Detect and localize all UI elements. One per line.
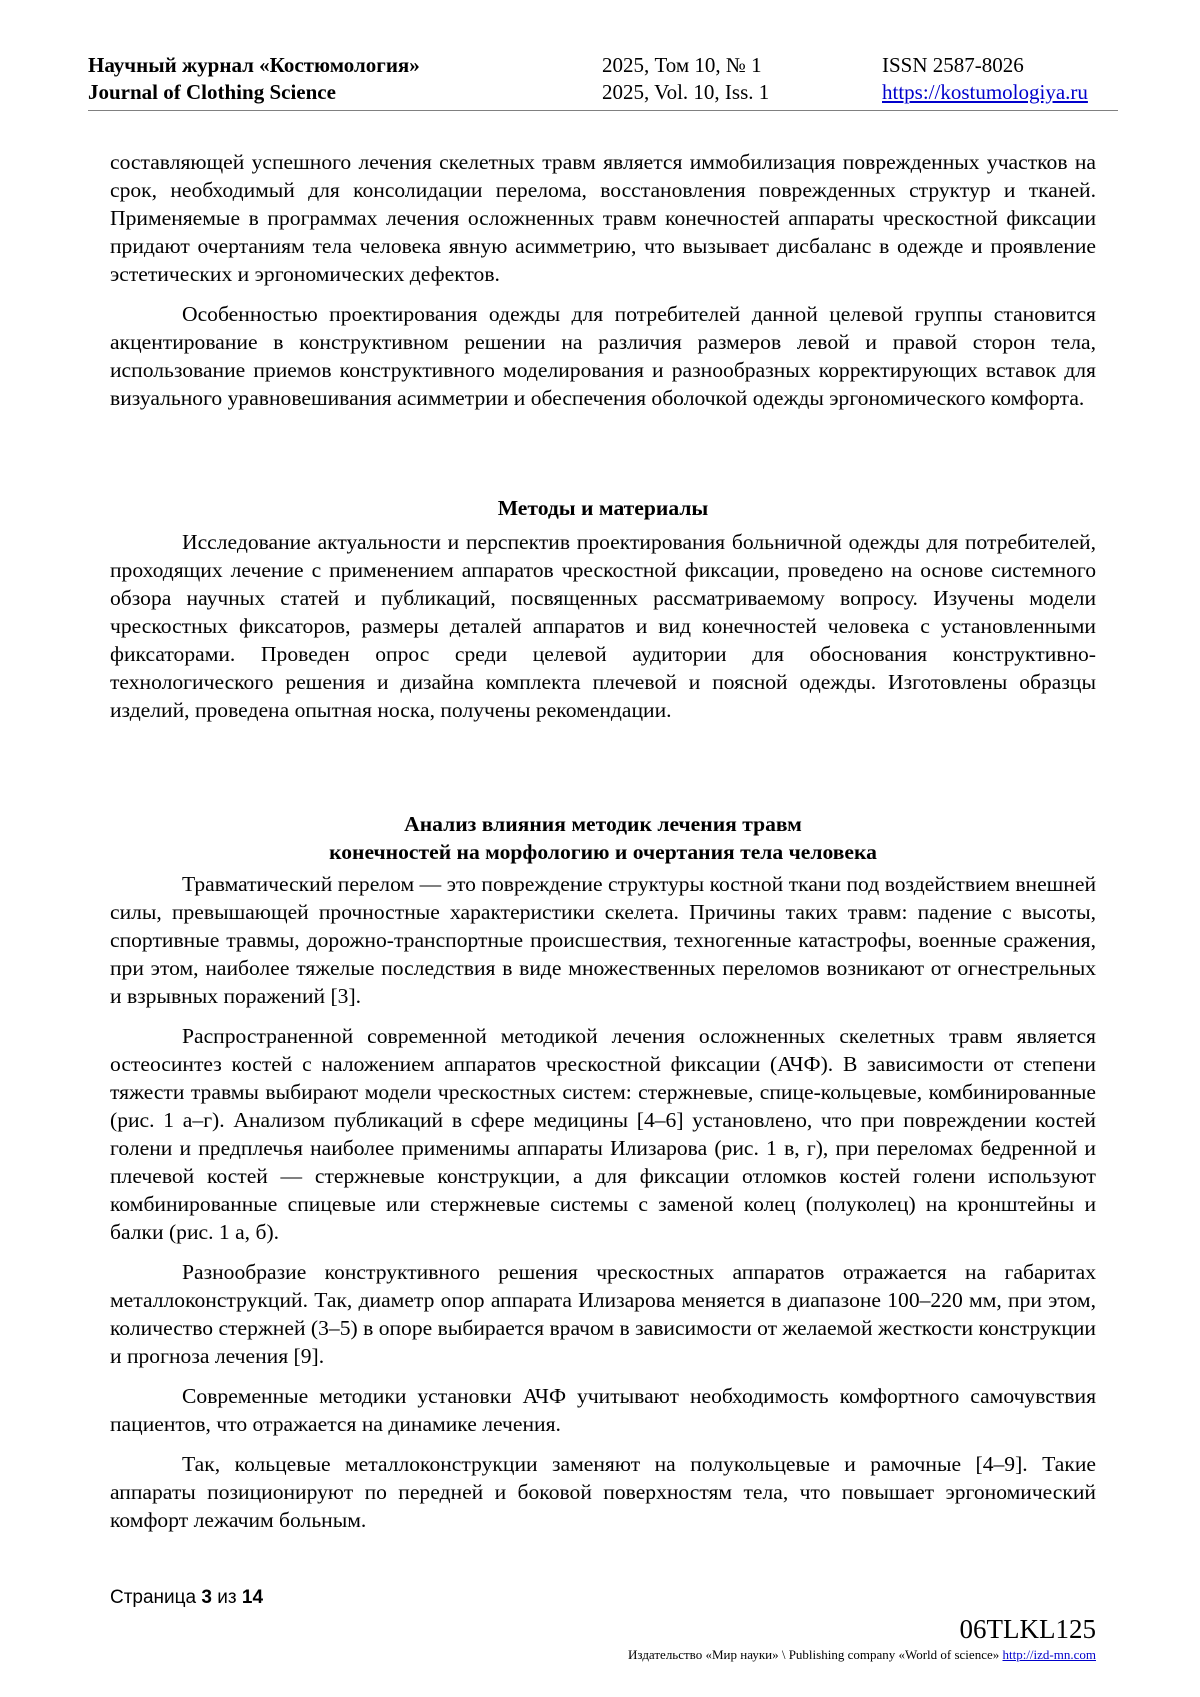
- publisher-name: Издательство «Мир науки» \ Publishing company «World of science»: [628, 1647, 1000, 1662]
- analysis-paragraph-1: Травматический перелом — это повреждение структуры костной ткани под воздействием внешней силы, превышающей прочностные характеристики скелета. Причины таких травм: падение с высоты, спортивные травмы, дорожно-транспортные происшествия, техногенные катастрофы, военные сражения, при этом, наиболее тяжелые последствия в виде множественных переломов возникают от огнестрельных и взрывных поражений [3].: [110, 872, 1096, 1008]
- intro-paragraph-2: Особенностью проектирования одежды для потребителей данной целевой группы становится акцентирование в конструктивном решении на различия размеров левой и правой сторон тела, использование приемов конструктивного моделирования и разнообразных корректирующих вставок для визуального уравновешивания асимметрии и обеспечения оболочкой одежды эргономического комфорта.: [110, 302, 1096, 410]
- page-current: 3: [201, 1587, 212, 1608]
- page-label: Страница: [110, 1587, 197, 1608]
- analysis-paragraph-5: Так, кольцевые металлоконструкции заменяют на полукольцевые и рамочные [4–9]. Такие аппараты позиционируют по передней и боковой поверхностям тела, что повышает эргономический комфорт лежачим больным.: [110, 1452, 1096, 1532]
- article-code: 06TLKL125: [959, 1614, 1096, 1644]
- issue-en: 2025, Vol. 10, Iss. 1: [602, 80, 770, 104]
- publisher-line: [628, 1647, 1096, 1663]
- publisher-url-link[interactable]: http://izd-mn.com: [1002, 1647, 1096, 1662]
- page-total: 14: [241, 1587, 264, 1608]
- methods-paragraph: Исследование актуальности и перспектив проектирования больничной одежды для потребителей, проходящих лечение с применением аппаратов чрескостной фиксации, проведено на основе системного обзора научных статей и публикаций, посвященных рассматриваемому вопросу. Изучены модели чрескостных фиксаторов, размеры деталей аппаратов и вид конечностей человека с установленными фиксаторами. Проведен опрос среди целевой аудитории для обоснования конструктивно-технологического решения и дизайна комплекта плечевой и поясной одежды. Изготовлены образцы изделий, проведена опытная носка, получены рекомендации.: [110, 530, 1096, 722]
- issn: ISSN 2587-8026: [882, 53, 1024, 77]
- analysis-paragraph-2: Распространенной современной методикой лечения осложненных скелетных травм является остеосинтез костей с наложением аппаратов чрескостной фиксации (АЧФ). В зависимости от степени тяжести травмы выбирают модели чрескостных систем: стержневые, спице-кольцевые, комбинированные (рис. 1 а–г). Анализом публикаций в сфере медицины [4–6] установлено, что при повреждении костей голени и предплечья наиболее применимы аппараты Илизарова (рис. 1 в, г), при переломах бедренной и плечевой костей — стержневые конструкции, а для фиксации отломков костей голени используют комбинированные спицевые или стержневые системы с заменой колец (полуколец) на кронштейны и балки (рис. 1 а, б).: [110, 1024, 1096, 1244]
- analysis-heading-line-1: Анализ влияния методик лечения травм: [404, 812, 802, 836]
- header-issn-block: [882, 52, 1088, 106]
- intro-block: [110, 148, 1096, 412]
- journal-url-link[interactable]: https://kostumologiya.ru: [882, 80, 1088, 104]
- issue-ru: 2025, Том 10, № 1: [602, 53, 762, 77]
- journal-title-ru: Научный журнал «Костюмология»: [88, 53, 420, 77]
- header-issue: [602, 52, 769, 106]
- journal-title-en: Journal of Clothing Science: [88, 80, 336, 104]
- page-of: из: [217, 1587, 237, 1608]
- analysis-heading-line-2: конечностей на морфологию и очертания тела человека: [329, 840, 877, 864]
- methods-heading: Методы и материалы: [497, 496, 709, 520]
- header-journal: [88, 52, 420, 106]
- intro-paragraph-1: составляющей успешного лечения скелетных травм является иммобилизация поврежденных участков на срок, необходимый для консолидации перелома, восстановления поврежденных структур и тканей. Применяемые в программах лечения осложненных травм конечностей аппараты чрескостной фиксации придают очертаниям тела человека явную асимметрию, что вызывает дисбаланс в одежде и проявление эстетических и эргономических дефектов.: [110, 150, 1096, 286]
- analysis-section: [110, 810, 1096, 1534]
- analysis-paragraph-4: Современные методики установки АЧФ учитывают необходимость комфортного самочувствия пациентов, что отражается на динамике лечения.: [110, 1384, 1096, 1436]
- page-number: [110, 1587, 263, 1609]
- header-divider: [88, 110, 1118, 111]
- analysis-paragraph-3: Разнообразие конструктивного решения чрескостных аппаратов отражается на габаритах металлоконструкций. Так, диаметр опор аппарата Илизарова меняется в диапазоне 100–220 мм, при этом, количество стержней (3–5) в опоре выбирается врачом в зависимости от желаемой жесткости конструкции и прогноза лечения [9].: [110, 1260, 1096, 1368]
- methods-section: [110, 494, 1096, 724]
